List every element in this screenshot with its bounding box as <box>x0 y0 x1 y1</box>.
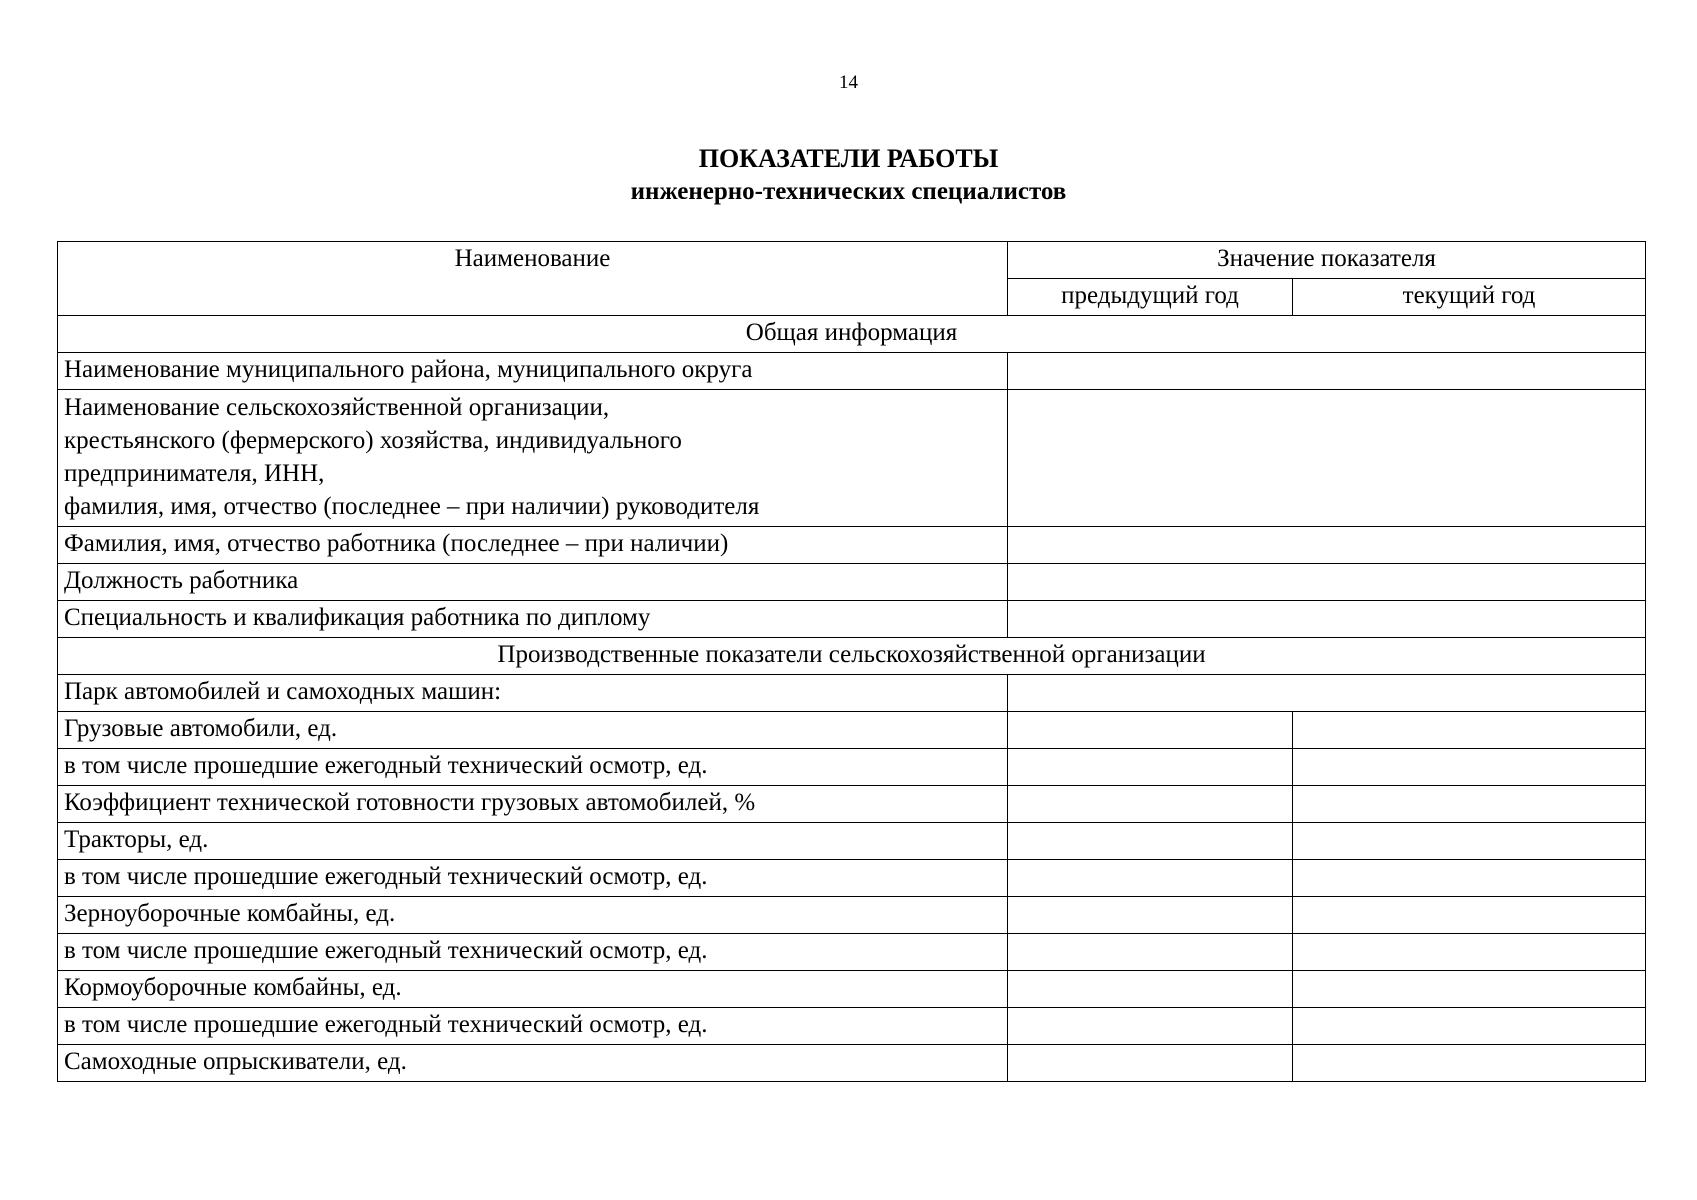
section-production: Производственные показатели сельскохозяйственной организации <box>58 638 1646 675</box>
table-row <box>58 860 1646 897</box>
header-value: Значение показателя <box>1008 242 1646 279</box>
table-row <box>58 712 1646 749</box>
table-row <box>58 675 1646 712</box>
table-row <box>58 934 1646 971</box>
value-cell[interactable] <box>1008 601 1646 638</box>
value-cell[interactable] <box>1008 564 1646 601</box>
row-label-line: предпринимателя, ИНН, <box>64 460 325 487</box>
prev-year-cell[interactable] <box>1008 860 1293 897</box>
prev-year-cell[interactable] <box>1008 1008 1293 1045</box>
table-row <box>58 823 1646 860</box>
value-cell[interactable] <box>1008 353 1646 390</box>
table-row <box>58 971 1646 1008</box>
row-label-line: фамилия, имя, отчество (последнее – при наличии) руководителя <box>64 493 760 520</box>
prev-year-cell[interactable] <box>1008 971 1293 1008</box>
cur-year-cell[interactable] <box>1293 971 1646 1008</box>
table-row <box>58 601 1646 638</box>
prev-year-cell[interactable] <box>1008 934 1293 971</box>
row-label: Зерноуборочные комбайны, ед. <box>58 897 1008 934</box>
row-label-multiline <box>58 390 1008 527</box>
row-label: в том числе прошедшие ежегодный технический осмотр, ед. <box>58 860 1008 897</box>
section-general: Общая информация <box>58 316 1646 353</box>
row-label: Коэффициент технической готовности грузовых автомобилей, % <box>58 786 1008 823</box>
table-row <box>58 390 1646 527</box>
header-name: Наименование <box>58 242 1008 316</box>
cur-year-cell[interactable] <box>1293 1045 1646 1082</box>
table-row <box>58 786 1646 823</box>
row-label: Должность работника <box>58 564 1008 601</box>
cur-year-cell[interactable] <box>1293 1008 1646 1045</box>
row-label: Наименование муниципального района, муниципального округа <box>58 353 1008 390</box>
prev-year-cell[interactable] <box>1008 786 1293 823</box>
header-row-1 <box>58 242 1646 279</box>
prev-year-cell[interactable] <box>1008 712 1293 749</box>
table-row <box>58 1008 1646 1045</box>
row-label: в том числе прошедшие ежегодный технический осмотр, ед. <box>58 934 1008 971</box>
page-title: ПОКАЗАТЕЛИ РАБОТЫ <box>698 144 999 173</box>
header-prev-year: предыдущий год <box>1008 279 1293 316</box>
value-cell[interactable] <box>1008 527 1646 564</box>
row-label: в том числе прошедшие ежегодный технический осмотр, ед. <box>58 1008 1008 1045</box>
table-row <box>58 897 1646 934</box>
row-label: Самоходные опрыскиватели, ед. <box>58 1045 1008 1082</box>
cur-year-cell[interactable] <box>1293 823 1646 860</box>
page-number: 14 <box>839 72 858 93</box>
header-cur-year: текущий год <box>1293 279 1646 316</box>
table-row <box>58 1045 1646 1082</box>
section-row <box>58 316 1646 353</box>
cur-year-cell[interactable] <box>1293 860 1646 897</box>
table-row <box>58 749 1646 786</box>
cur-year-cell[interactable] <box>1293 749 1646 786</box>
cur-year-cell[interactable] <box>1293 712 1646 749</box>
page-subtitle: инженерно-технических специалистов <box>630 178 1067 205</box>
cur-year-cell[interactable] <box>1293 897 1646 934</box>
cur-year-cell[interactable] <box>1293 934 1646 971</box>
row-label: Парк автомобилей и самоходных машин: <box>58 675 1008 712</box>
table-row <box>58 527 1646 564</box>
row-label: в том числе прошедшие ежегодный технический осмотр, ед. <box>58 749 1008 786</box>
prev-year-cell[interactable] <box>1008 1045 1293 1082</box>
row-label-line: Наименование сельскохозяйственной организации, <box>64 394 610 421</box>
table-row <box>58 353 1646 390</box>
prev-year-cell[interactable] <box>1008 749 1293 786</box>
row-label: Кормоуборочные комбайны, ед. <box>58 971 1008 1008</box>
row-label: Грузовые автомобили, ед. <box>58 712 1008 749</box>
table-row <box>58 564 1646 601</box>
title-block <box>0 142 1697 208</box>
prev-year-cell[interactable] <box>1008 897 1293 934</box>
row-label-line: крестьянского (фермерского) хозяйства, индивидуального <box>64 427 682 454</box>
prev-year-cell[interactable] <box>1008 823 1293 860</box>
row-label: Тракторы, ед. <box>58 823 1008 860</box>
cur-year-cell[interactable] <box>1293 786 1646 823</box>
row-label: Фамилия, имя, отчество работника (последнее – при наличии) <box>58 527 1008 564</box>
indicators-table <box>57 241 1646 1082</box>
section-row <box>58 638 1646 675</box>
value-cell[interactable] <box>1008 390 1646 527</box>
row-label: Специальность и квалификация работника по диплому <box>58 601 1008 638</box>
value-cell[interactable] <box>1008 675 1646 712</box>
